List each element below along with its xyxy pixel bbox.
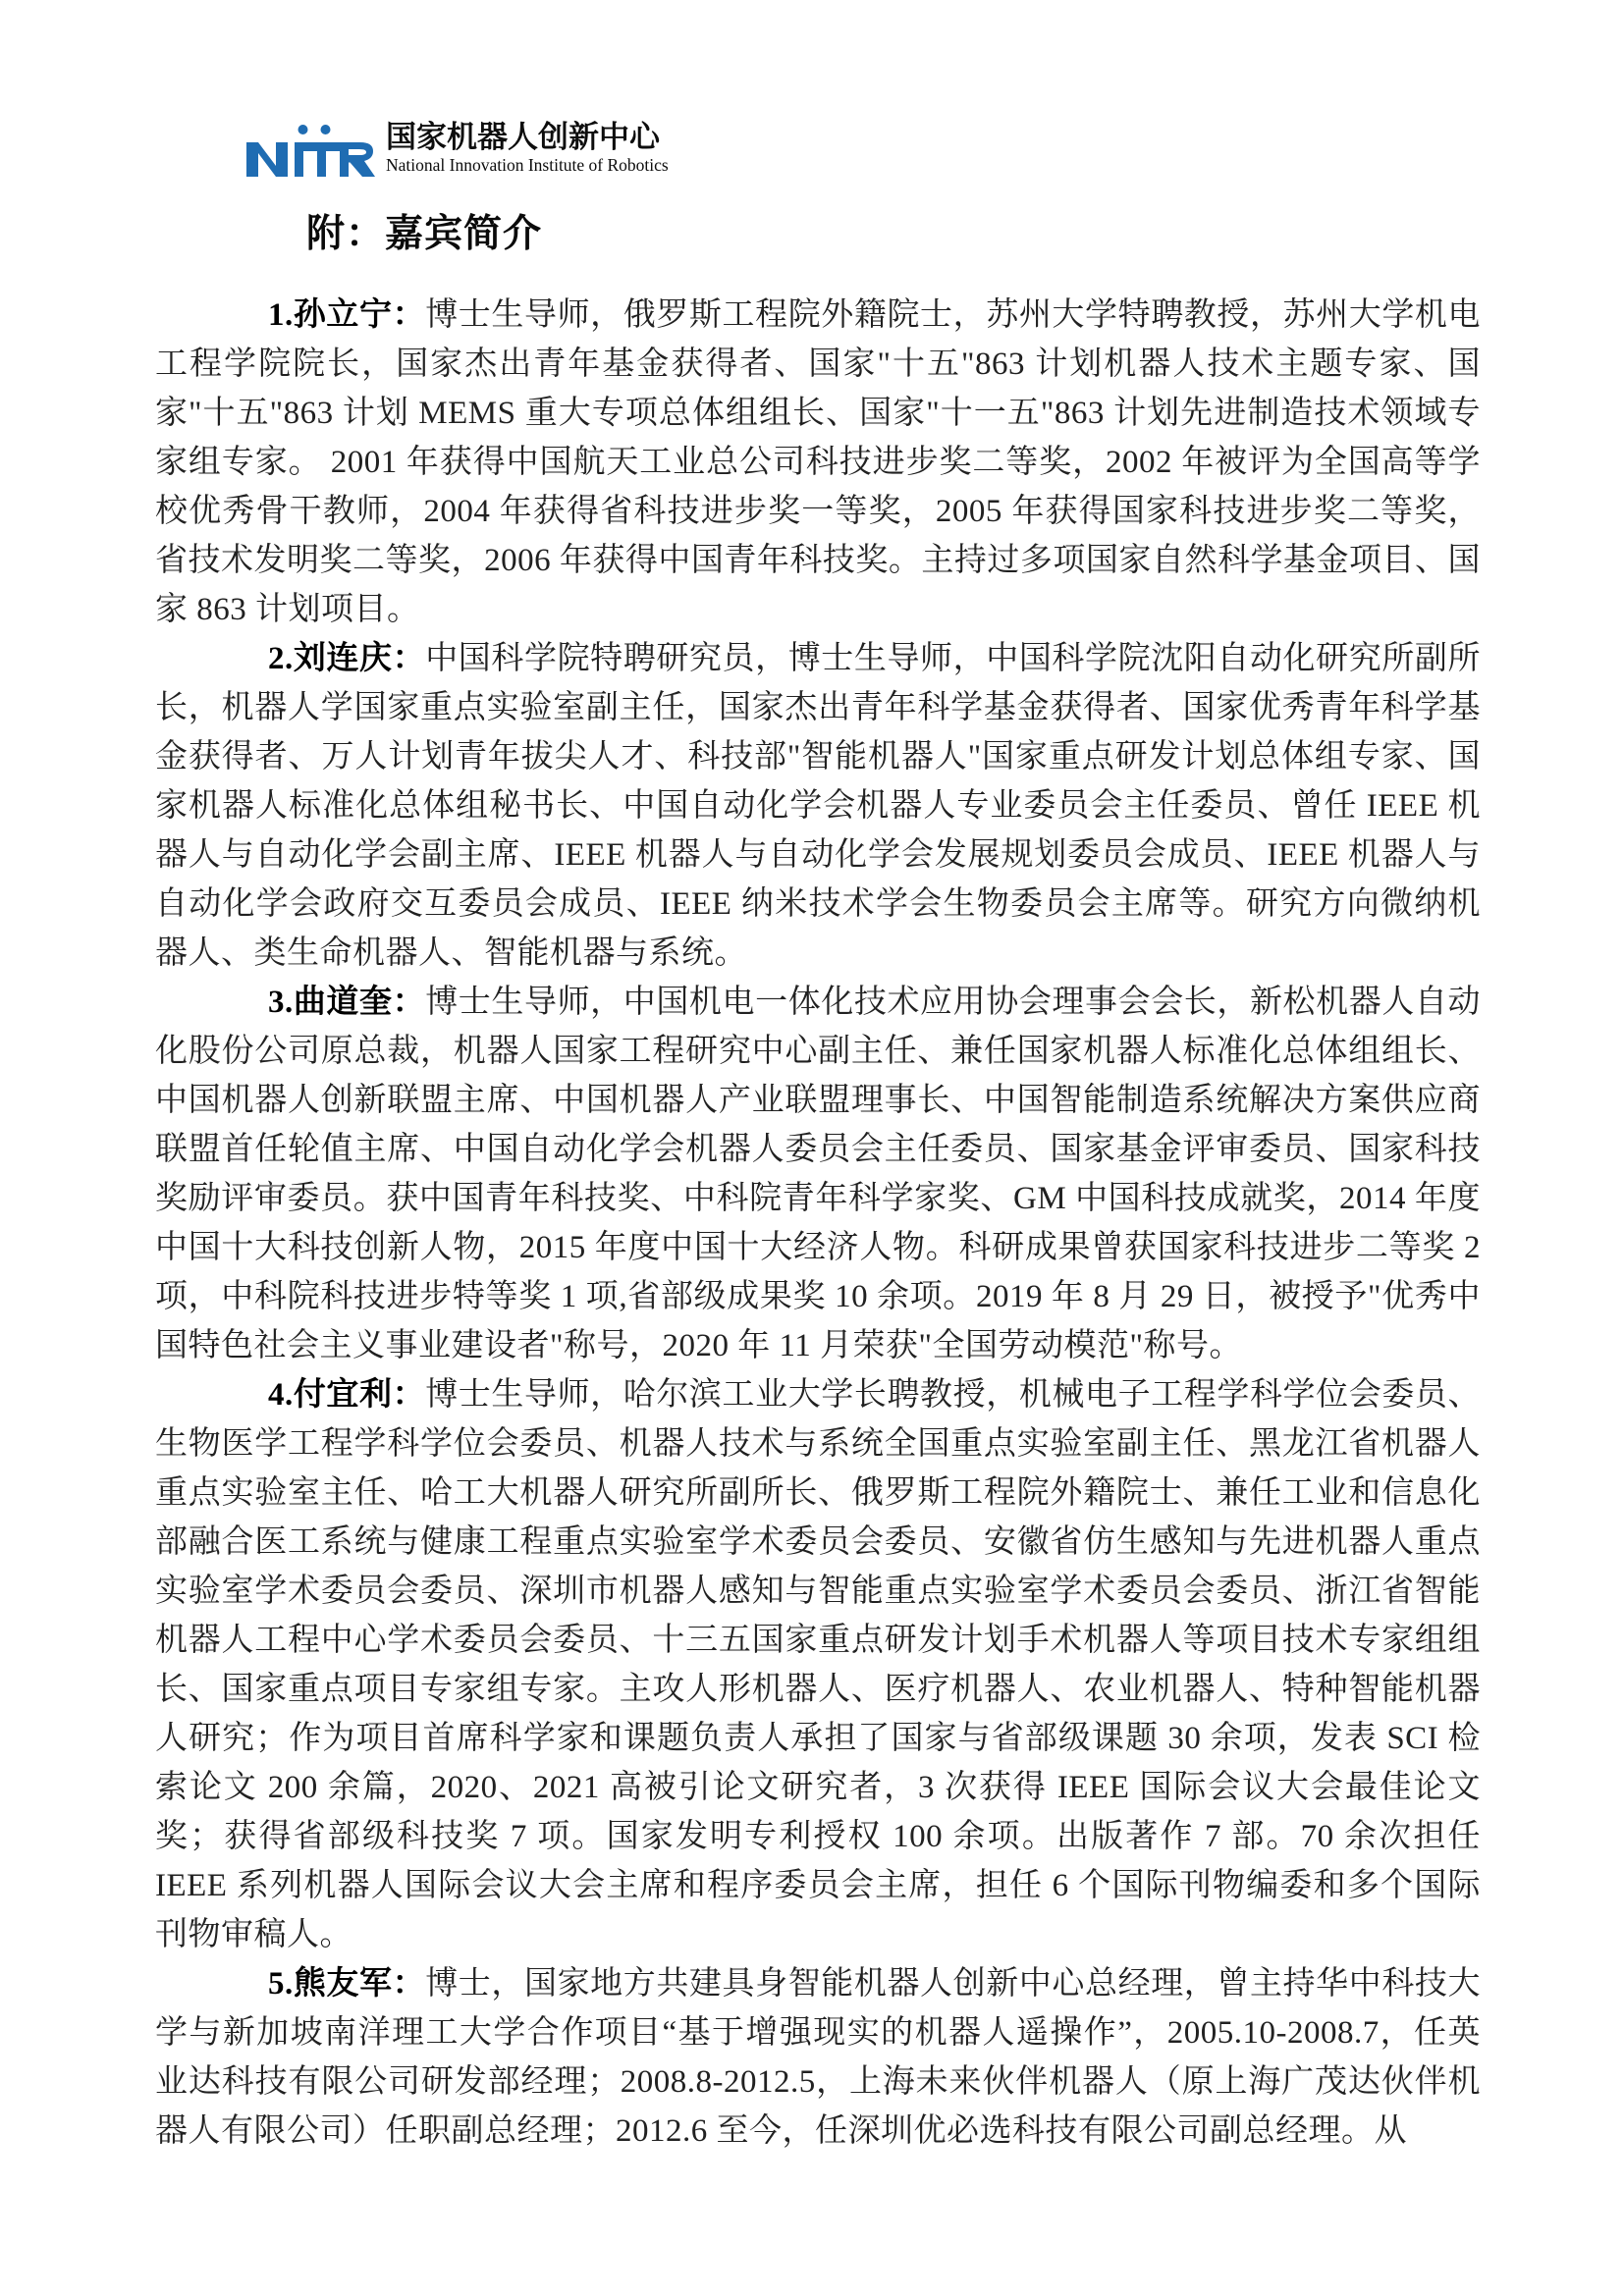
logo-text: [386, 120, 669, 175]
guest-bio-text: 博士，国家地方共建具身智能机器人创新中心总经理，曾主持华中科技大学与新加坡南洋理工大学合作项目“基于增强现实的机器人遥操作”，2005.10-2008.7，任英业达科技有限公司研发部经理；2008.8-2012.5，上海未来伙伴机器人（原上海广茂达伙伴机器人有限公司）任职副总经理；2012.6 至今，任深圳优必选科技有限公司副总经理。从: [155, 1966, 1482, 2149]
bio-paragraph: [155, 291, 1481, 634]
logo-title-zh: 国家机器人创新中心: [386, 120, 660, 154]
bio-paragraph: [155, 1370, 1481, 1959]
bio-paragraph: [155, 1959, 1481, 2156]
logo-title-en: National Innovation Institute of Robotics: [386, 155, 669, 175]
guest-bio-text: 博士生导师，俄罗斯工程院外籍院士，苏州大学特聘教授，苏州大学机电工程学院院长，国家杰出青年基金获得者、国家"十五"863 计划机器人技术主题专家、国家"十五"863 计划 MEMS 重大专项总体组组长、国家"十一五"863 计划先进制造技术领域专家组专家。 2001 年获得中国航天工业总公司科技进步奖二等奖，2002 年被评为全国高等学校优秀骨干教师，2004 年获得省科技进步奖一等奖，2005 年获得国家科技进步奖二等奖，省技术发明奖二等奖，2006 年获得中国青年科技奖。主持过多项国家自然科学基金项目、国家 863 计划项目。: [155, 297, 1482, 627]
bio-paragraph: [155, 634, 1481, 978]
guest-name: 1.孙立宁：: [268, 297, 426, 333]
guest-bio-text: 博士生导师，哈尔滨工业大学长聘教授，机械电子工程学科学位会委员、生物医学工程学科学位会委员、机器人技术与系统全国重点实验室副主任、黑龙江省机器人重点实验室主任、哈工大机器人研究所副所长、俄罗斯工程院外籍院士、兼任工业和信息化部融合医工系统与健康工程重点实验室学术委员会委员、安徽省仿生感知与先进机器人重点实验室学术委员会委员、深圳市机器人感知与智能重点实验室学术委员会委员、浙江省智能机器人工程中心学术委员会委员、十三五国家重点研发计划手术机器人等项目技术专家组组长、国家重点项目专家组专家。主攻人形机器人、医疗机器人、农业机器人、特种智能机器人研究；作为项目首席科学家和课题负责人承担了国家与省部级课题 30 余项，发表 SCI 检索论文 200 余篇，2020、2021 高被引论文研究者，3 次获得 IEEE 国际会议大会最佳论文奖；获得省部级科技奖 7 项。国家发明专利授权 100 余项。出版著作 7 部。70 余次担任 IEEE 系列机器人国际会议大会主席和程序委员会主席，担任 6 个国际刊物编委和多个国际刊物审稿人。: [155, 1377, 1482, 1952]
niir-logo-icon: [244, 123, 376, 180]
page-title: 附：嘉宾简介: [306, 213, 543, 255]
guest-name: 3.曲道奎：: [268, 985, 426, 1020]
guest-name: 5.熊友军：: [268, 1966, 426, 2002]
guest-bio-list: [155, 291, 1481, 2156]
guest-bio-text: 中国科学院特聘研究员，博士生导师，中国科学院沈阳自动化研究所副所长，机器人学国家重点实验室副主任，国家杰出青年科学基金获得者、国家优秀青年科学基金获得者、万人计划青年拔尖人才、科技部"智能机器人"国家重点研发计划总体组专家、国家机器人标准化总体组秘书长、中国自动化学会机器人专业委员会主任委员、曾任 IEEE 机器人与自动化学会副主席、IEEE 机器人与自动化学会发展规划委员会成员、IEEE 机器人与自动化学会政府交互委员会成员、IEEE 纳米技术学会生物委员会主席等。研究方向微纳机器人、类生命机器人、智能机器与系统。: [155, 641, 1482, 971]
guest-bio-text: 博士生导师，中国机电一体化技术应用协会理事会会长，新松机器人自动化股份公司原总裁，机器人国家工程研究中心副主任、兼任国家机器人标准化总体组组长、中国机器人创新联盟主席、中国机器人产业联盟理事长、中国智能制造系统解决方案供应商联盟首任轮值主席、中国自动化学会机器人委员会主任委员、国家基金评审委员、国家科技奖励评审委员。获中国青年科技奖、中科院青年科学家奖、GM 中国科技成就奖，2014 年度中国十大科技创新人物，2015 年度中国十大经济人物。科研成果曾获国家科技进步二等奖 2 项，中科院科技进步特等奖 1 项,省部级成果奖 10 余项。2019 年 8 月 29 日，被授予"优秀中国特色社会主义事业建设者"称号，2020 年 11 月荣获"全国劳动模范"称号。: [155, 985, 1482, 1363]
bio-paragraph: [155, 978, 1481, 1370]
logo: [244, 120, 669, 180]
guest-name: 2.刘连庆：: [268, 641, 426, 676]
guest-name: 4.付宜利：: [268, 1377, 426, 1413]
